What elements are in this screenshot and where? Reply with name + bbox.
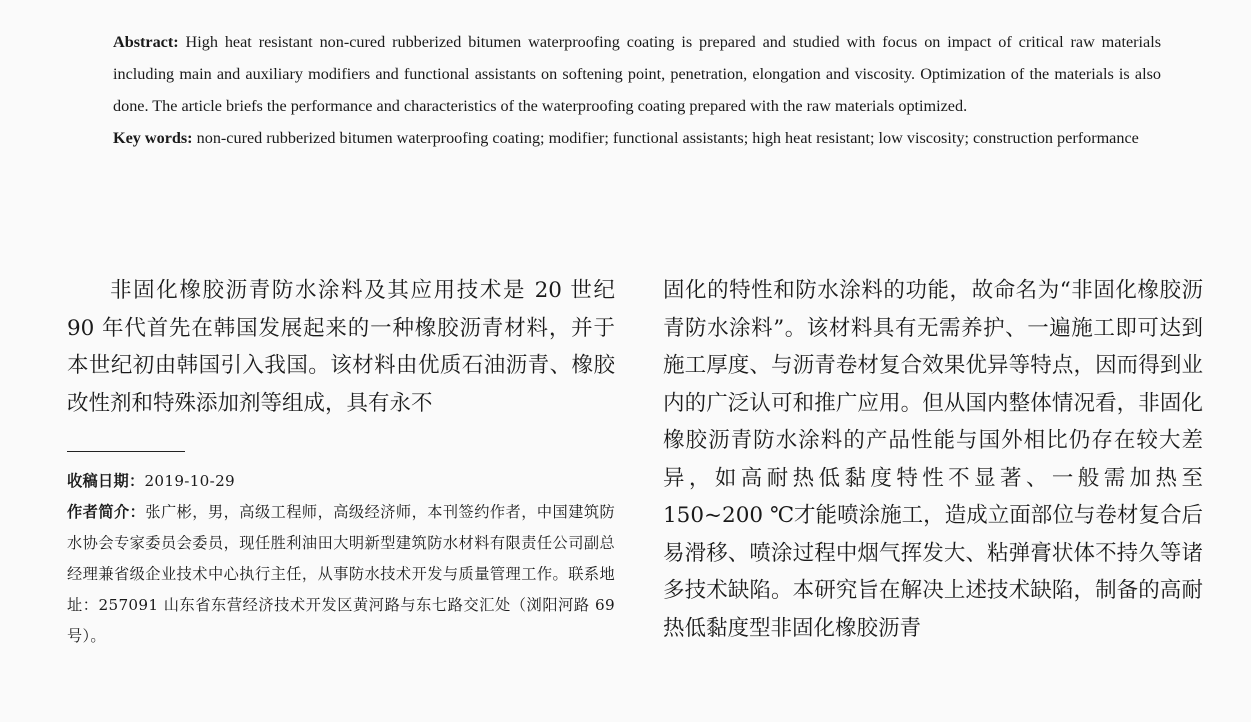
abstract-section [113,26,1161,154]
author-text: 张广彬，男，高级工程师，高级经济师，本刊签约作者，中国建筑防水协会专家委员会委员，现任胜利油田大明新型建筑防水材料有限责任公司副总经理兼省级企业技术中心执行主任，从事防水技术开发与质量管理工作。联系地址：257091 山东省东营经济技术开发区黄河路与东七路交汇处（浏阳河路 69 号）。 [67,503,616,645]
abstract-text: High heat resistant non-cured rubberized bitumen waterproofing coating is prepared and studied with focus on impact of critical raw materials including main and auxiliary modifiers and functional assistants on softening point, penetration, elongation and viscosity. Optimization of the materials is also done. The article briefs the performance and characteristics of the waterproofing coating prepared with the raw materials optimized. [113,33,1161,115]
received-date: 2019-10-29 [144,472,236,490]
intro-paragraph: 非固化橡胶沥青防水涂料及其应用技术是 20 世纪 90 年代首先在韩国发展起来的一种橡胶沥青材料，并于本世纪初由韩国引入我国。该材料由优质石油沥青、橡胶改性剂和特殊添加剂等组成，具有永不 [67,278,615,416]
continuation-paragraph: 固化的特性和防水涂料的功能，故命名为“非固化橡胶沥青防水涂料”。该材料具有无需养护、一遍施工即可达到施工厚度、与沥青卷材复合效果优异等特点，因而得到业内的广泛认可和推广应用。但从国内整体情况看，非固化橡胶沥青防水涂料的产品性能与国外相比仍存在较大差异，如高耐热低黏度特性不显著、一般需加热至 150~200 ℃才能喷涂施工，造成立面部位与卷材复合后易滑移、喷涂过程中烟气挥发大、粘弹膏状体不持久等诸多技术缺陷。本研究旨在解决上述技术缺陷，制备的高耐热低黏度型非固化橡胶沥青 [663,278,1203,641]
abstract-label: Abstract: [113,33,179,51]
body-right-column [663,272,1203,647]
received-label: 收稿日期： [67,472,145,490]
keywords-label: Key words: [113,129,193,147]
footnote-divider [67,451,185,452]
author-note [67,497,615,652]
abstract-paragraph [113,26,1161,122]
author-label: 作者简介： [67,503,146,521]
footnotes [67,466,615,652]
keywords-paragraph [113,122,1161,154]
body-left-column [67,272,615,422]
keywords-text: non-cured rubberized bitumen waterproofing coating; modifier; functional assistants; high heat resistant; low viscosity; construction performance [192,129,1139,147]
received-note [67,466,615,497]
